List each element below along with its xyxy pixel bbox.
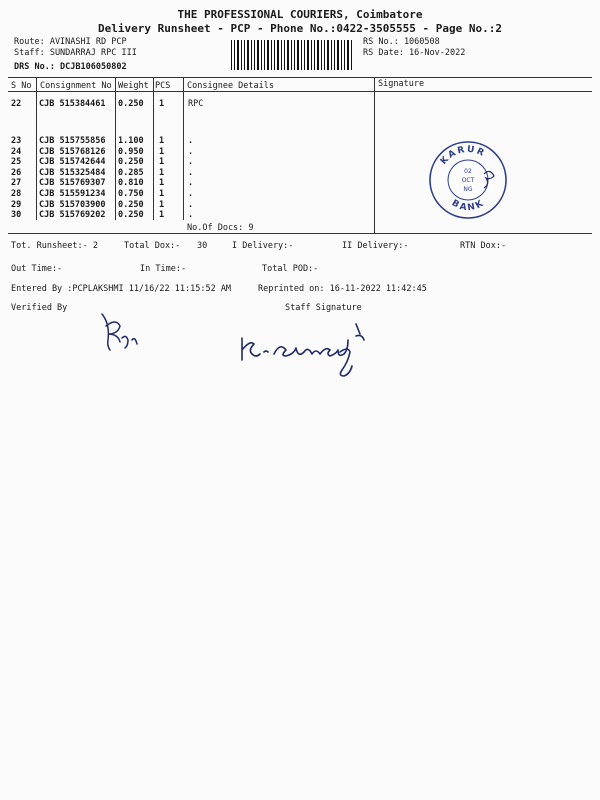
in-time: In Time:- — [140, 264, 187, 274]
total-pod: Total POD:- — [262, 264, 319, 274]
header-consignee: Consignee Details — [187, 81, 274, 91]
stamp-bottom-text: BANK — [449, 197, 487, 214]
total-dox-value: 30 — [197, 241, 208, 251]
cell-sno: 29 — [11, 199, 22, 210]
cell-weight: 0.250 — [118, 210, 144, 221]
entered-by: Entered By :PCPLAKSHMI 11/16/22 11:15:52 AM — [11, 284, 232, 294]
out-time: Out Time:- — [11, 264, 63, 274]
runsheet-subtitle: Delivery Runsheet - PCP - Phone No.:0422-3505555 - Page No.:2 — [98, 22, 502, 35]
cell-pcs: 1 — [159, 146, 165, 157]
cell-weight: 0.250 — [118, 99, 144, 109]
cell-sno: 24 — [11, 146, 22, 157]
cell-sno: 23 — [11, 136, 22, 146]
cell-consignment: CJB 515755856 — [39, 136, 106, 146]
cell-consignee: RPC — [188, 99, 204, 109]
cell-sno: 22 — [11, 99, 22, 109]
cell-pcs: 1 — [159, 210, 165, 221]
verifier-signature — [96, 308, 156, 361]
cell-pcs: 1 — [159, 157, 165, 168]
cell-pcs: 1 — [159, 178, 165, 189]
cell-pcs: 1 — [159, 199, 165, 210]
cell-sno: 30 — [11, 210, 22, 221]
table-row — [0, 157, 600, 167]
cell-weight: 0.250 — [118, 199, 144, 210]
cell-consignee: . — [188, 146, 194, 157]
cell-weight: 0.950 — [118, 146, 144, 157]
cell-consignment: CJB 515768126 — [39, 146, 106, 157]
rtn-dox: RTN Dox:- — [460, 241, 507, 251]
cell-weight: 1.100 — [118, 136, 144, 146]
rs-date: RS Date: 16-Nov-2022 — [363, 48, 466, 58]
table-row — [0, 178, 600, 188]
cell-consignment: CJB 515769307 — [39, 178, 106, 189]
cell-consignee: . — [188, 157, 194, 168]
cell-consignment: CJB 515769202 — [39, 210, 106, 221]
cell-pcs: 1 — [159, 167, 165, 178]
stamp-top-text: KARUR — [438, 144, 488, 167]
table-row — [0, 147, 600, 157]
stamp-line-1: 02 — [464, 168, 472, 175]
cell-consignment: CJB 515742644 — [39, 157, 106, 168]
table-row — [0, 189, 600, 199]
cell-pcs: 1 — [159, 99, 165, 109]
table-top-rule — [8, 77, 592, 78]
cell-pcs: 1 — [159, 136, 165, 146]
staff-signature-label: Staff Signature — [285, 303, 362, 313]
route-label: Route: AVINASHI RD PCP — [14, 37, 127, 47]
reprinted-on: Reprinted on: 16-11-2022 11:42:45 — [258, 284, 427, 294]
tot-runsheet: Tot. Runsheet:- 2 — [11, 241, 98, 251]
cell-consignee: . — [188, 189, 194, 199]
cell-consignee: . — [188, 210, 194, 221]
staff-label: Staff: SUNDARRAJ RPC III — [14, 48, 137, 58]
table-row — [0, 136, 600, 146]
cell-weight: 0.285 — [118, 167, 144, 178]
cell-consignment: CJB 515325484 — [39, 167, 106, 178]
cell-consignment: CJB 515703900 — [39, 199, 106, 210]
header-consignment: Consignment No — [40, 81, 112, 91]
header-pcs: PCS — [155, 81, 171, 91]
cell-sno: 27 — [11, 178, 22, 189]
table-row — [0, 200, 600, 210]
header-weight: Weight — [118, 81, 149, 91]
cell-consignment: CJB 515591234 — [39, 189, 106, 199]
cell-weight: 0.810 — [118, 178, 144, 189]
cell-sno: 25 — [11, 157, 22, 168]
total-dox-label: Total Dox:- — [124, 241, 181, 251]
barcode — [231, 40, 355, 70]
ii-delivery: II Delivery:- — [342, 241, 409, 251]
header-sno: S No — [11, 81, 32, 91]
cell-consignee: . — [188, 199, 194, 210]
cell-consignee: . — [188, 178, 194, 189]
cell-consignment: CJB 515384461 — [39, 99, 106, 109]
table-bottom-rule — [8, 233, 592, 234]
cell-weight: 0.250 — [118, 157, 144, 168]
table-row — [0, 168, 600, 178]
table-row — [0, 210, 600, 220]
stamp-line-2: OCT — [461, 177, 475, 184]
table-header-rule — [8, 91, 592, 92]
cell-consignee: . — [188, 136, 194, 146]
cell-weight: 0.750 — [118, 189, 144, 199]
company-title: THE PROFESSIONAL COURIERS, Coimbatore — [177, 8, 423, 21]
cell-consignee: . — [188, 167, 194, 178]
bank-stamp — [426, 138, 510, 222]
cell-sno: 26 — [11, 167, 22, 178]
verified-by: Verified By — [11, 303, 68, 313]
no-of-docs: No.Of Docs: 9 — [187, 223, 254, 233]
staff-handwritten-signature — [236, 310, 396, 383]
header-signature: Signature — [378, 79, 425, 89]
i-delivery: I Delivery:- — [232, 241, 294, 251]
table-row — [0, 99, 600, 109]
cell-pcs: 1 — [159, 189, 165, 199]
rs-number: RS No.: 1060508 — [363, 37, 440, 47]
stamp-line-3: NG — [463, 186, 473, 193]
drs-number: DRS No.: DCJB106050802 — [14, 62, 127, 72]
cell-sno: 28 — [11, 189, 22, 199]
